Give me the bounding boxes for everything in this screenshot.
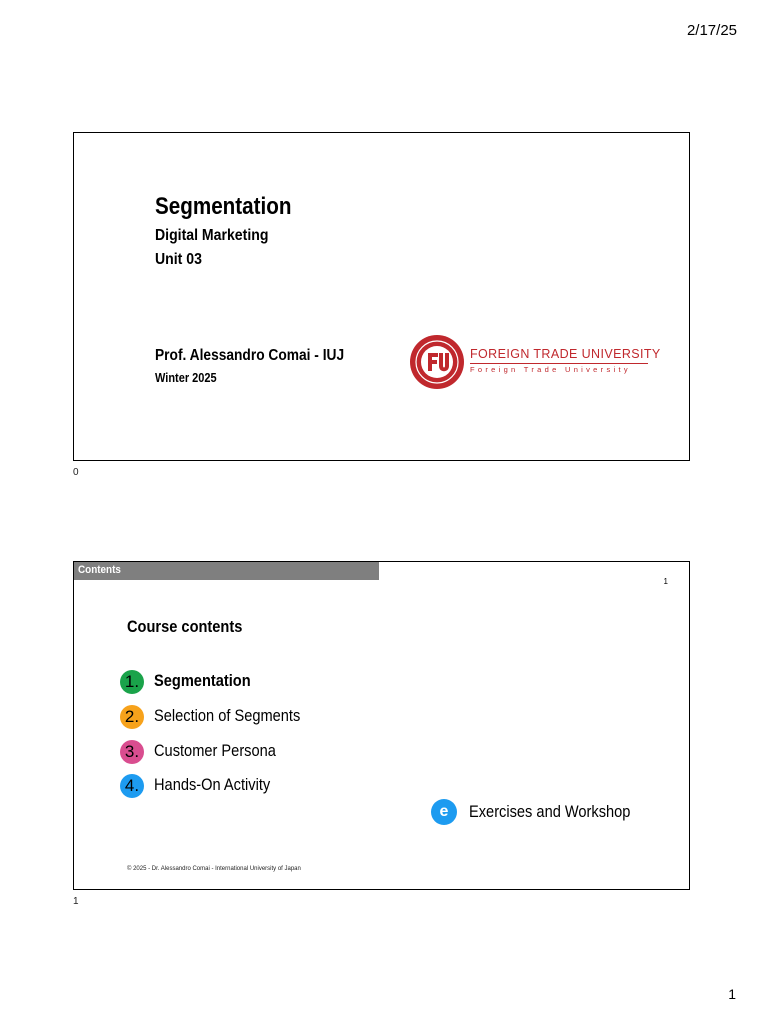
logo-divider — [470, 363, 648, 364]
course-name: Digital Marketing — [155, 227, 269, 244]
item-number: 2. — [124, 707, 140, 726]
university-subtitle: Foreign Trade University — [470, 365, 631, 374]
unit-label: Unit 03 — [155, 251, 202, 268]
professor-name: Prof. Alessandro Comai - IUJ — [155, 347, 345, 364]
copyright-notice: © 2025 - Dr. Alessandro Comai - International University of Japan — [127, 866, 301, 872]
item-label: Segmentation — [154, 671, 251, 690]
page-number: 1 — [728, 986, 736, 1002]
title-slide — [73, 132, 690, 461]
item-number: 1. — [124, 672, 140, 691]
slide2-number: 1 — [73, 896, 79, 907]
page-date: 2/17/25 — [686, 22, 737, 39]
slide-title: Segmentation — [155, 193, 292, 220]
item-label: Selection of Segments — [154, 706, 301, 725]
item-number: 4. — [124, 776, 140, 795]
item-label: Customer Persona — [154, 741, 276, 760]
university-logo — [408, 333, 661, 391]
item-number: 3. — [124, 742, 140, 761]
slide-header-text: Contents — [78, 564, 121, 576]
slide1-number: 0 — [73, 467, 79, 478]
university-name: FOREIGN TRADE UNIVERSITY — [470, 347, 661, 361]
slide-number: 1 — [663, 577, 668, 586]
term-label: Winter 2025 — [155, 371, 217, 385]
university-seal-icon — [408, 333, 466, 391]
exercise-letter: e — [439, 803, 449, 820]
exercise-label: Exercises and Workshop — [469, 802, 631, 821]
item-label: Hands-On Activity — [154, 775, 271, 794]
slide-header-bar — [74, 562, 379, 580]
contents-heading: Course contents — [127, 617, 243, 636]
contents-slide — [73, 561, 690, 890]
